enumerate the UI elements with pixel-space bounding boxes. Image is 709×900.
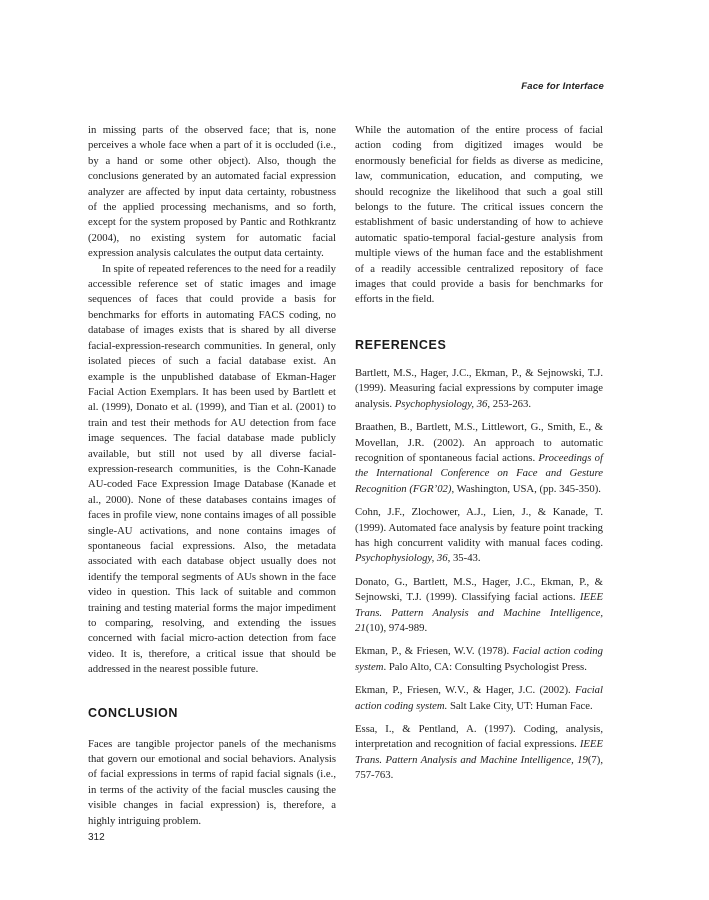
left-column xyxy=(88,123,336,829)
references-heading: REFERENCES xyxy=(355,337,447,352)
reference-entry: Cohn, J.F., Zlochower, A.J., Lien, J., & Kanade, T. (1999). Automated face analysis by feature point tracking has high concurrent validity with manual faces coding. Psychophysiology, 36, 35-43. xyxy=(355,506,603,565)
page-number: 312 xyxy=(88,832,105,843)
reference-entry: Ekman, P., & Friesen, W.V. (1978). Facial action coding system. Palo Alto, CA: Consulting Psychologist Press. xyxy=(355,645,603,673)
reference-entry: Essa, I., & Pentland, A. (1997). Coding, analysis, interpretation and recognition of facial expressions. IEEE Trans. Pattern Analysis and Machine Intelligence, 19(7), 757-763. xyxy=(355,723,603,782)
reference-entry: Donato, G., Bartlett, M.S., Hager, J.C., Ekman, P., & Sejnowski, T.J. (1999). Classifying facial actions. IEEE Trans. Pattern Analysis and Machine Intelligence, 21(10), 974-989. xyxy=(355,575,603,634)
body-paragraph: In spite of repeated references to the need for a readily accessible reference set of static images and image sequences of faces that could provide a basis for benchmarks for efforts in automating FACS coding, no database of images exists that is shared by all diverse facial-expression-research communities. In general, only isolated pieces of such a facial database exist. An example is the unpublished database of Ekman-Hager Facial Action Exemplars. It has been used by Bartlett et al. (1999), Donato et al. (1999), and Tian et al. (2001) to train and test their methods for AU detection from face image sequences. The facial database made publicly available, but still not used by all diverse facial-expression-research communities, is the Cohn-Kanade AU-coded Face Expression Image Database (Kanade et al., 2000). None of these databases contains images of faces in profile view, none contains images of all possible single-AU activations, and none contains images of spontaneous facial expressions. Also, the metadata associated with each database object usually does not identify the temporal segments of AUs shown in the face video in question. This lack of suitable and common training and testing material forms the major impediment to comparing, resolving, and extending the issues concerned with facial micro-action detection from face video. It is, therefore, a critical issue that should be addressed in the nearest possible future. xyxy=(88,262,336,676)
body-paragraph: While the automation of the entire process of facial action coding from digitized images would be enormously beneficial for fields as diverse as medicine, law, communication, education, and computing, we should recognize the likelihood that such a goal still belongs to the future. The critical issues concern the establishment of basic understanding of how to achieve automatic spatio-temporal facial-gesture analysis from multiple views of the human face and the establishment of a readily accessible centralized repository of face images that could provide a basis for benchmarks for efforts in the field. xyxy=(355,124,603,306)
reference-entry: Ekman, P., Friesen, W.V., & Hager, J.C. (2002). Facial action coding system. Salt Lake City, UT: Human Face. xyxy=(355,684,603,712)
body-paragraph: in missing parts of the observed face; that is, none perceives a whole face when a part of it is occluded (i.e., by a hand or some other object). Also, though the conclusions generated by an automated facial expression analyzer are affected by input data certainty, robustness of the applied processing mechanisms, and so forth, except for the system proposed by Pantic and Rothkrantz (2004), no existing system for automatic facial expression analysis calculates the output data certainty. xyxy=(88,124,336,260)
running-header: Face for Interface xyxy=(521,81,604,92)
right-column xyxy=(355,123,603,792)
conclusion-heading: CONCLUSION xyxy=(88,705,179,720)
reference-entry: Braathen, B., Bartlett, M.S., Littlewort, G., Smith, E., & Movellan, J.R. (2002). An approach to automatic recognition of spontaneous facial actions. Proceedings of the International Conference on Face and Gesture Recognition (FGR’02), Washington, USA, (pp. 345-350). xyxy=(355,421,603,495)
conclusion-paragraph: Faces are tangible projector panels of the mechanisms that govern our emotional and social behaviors. Analysis of facial expressions in terms of rapid facial signals (i.e., in terms of the activity of the facial muscles causing the visible changes in facial expression) is, therefore, a highly intriguing problem. xyxy=(88,737,336,827)
reference-entry: Bartlett, M.S., Hager, J.C., Ekman, P., & Sejnowski, T.J. (1999). Measuring facial expressions by computer image analysis. Psychophysiology, 36, 253-263. xyxy=(355,366,603,410)
